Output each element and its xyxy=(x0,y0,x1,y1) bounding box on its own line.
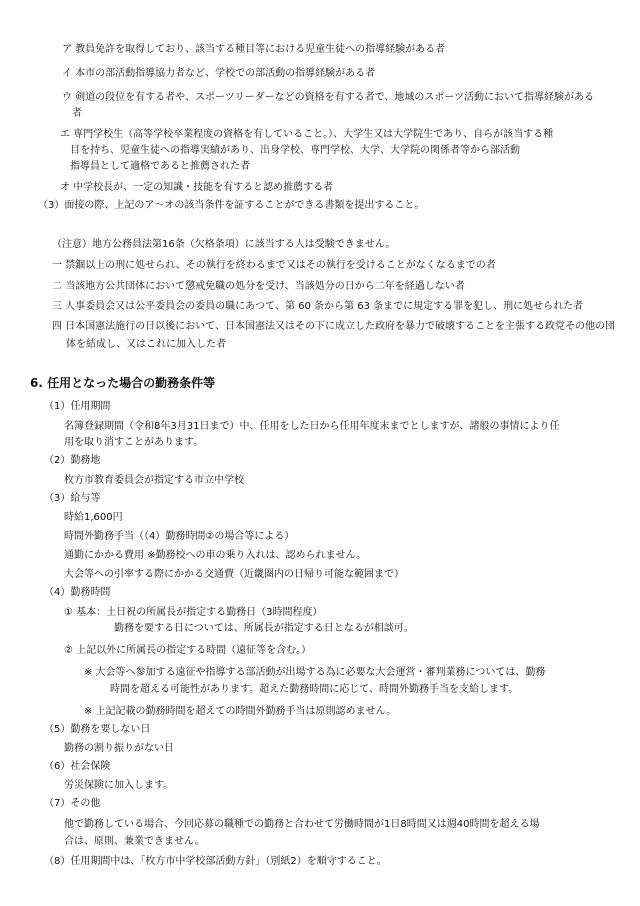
eligibility-u-line2: 者 xyxy=(72,108,82,119)
days-off-text: 勤務の割り振りがない日 xyxy=(64,743,174,754)
requirement-3: （3）面接の際、上記のア～オの該当条件を証することができる書類を提出すること。 xyxy=(38,200,425,211)
salary-heading: （3）給与等 xyxy=(44,493,101,504)
salary-overtime: 時間外勤務手当（（4）勤務時間②の場合等による） xyxy=(64,531,295,542)
notice-item-4-line2: 体を結成し、又はこれに加入した者 xyxy=(66,339,226,350)
eligibility-e-line2: 目を持ち、児童生徒への指導実績があり、出身学校、専門学校、大学、大学院の関係者等から部活動 xyxy=(70,145,520,156)
insurance-text: 労災保険に加入します。 xyxy=(64,780,174,791)
policy-compliance: （8）任用期間中は、「枚方市中学校部活動方針」（別紙2）を順守すること。 xyxy=(44,856,387,867)
location-text: 枚方市教育委員会が指定する市立中学校 xyxy=(64,475,244,486)
other-heading: （7）その他 xyxy=(44,798,101,809)
notice-item-3: 三 人事委員会又は公平委員会の委員の職にあつて、第 60 条から第 63 条までに規定する罪を犯し、刑に処せられた者 xyxy=(52,301,584,312)
notice-title: （注意）地方公務員法第16条（欠格条項）に該当する人は受験できません。 xyxy=(52,239,396,250)
salary-hourly: 時給1,600円 xyxy=(64,512,123,523)
eligibility-e-line1: エ 専門学校生（高等学校卒業程度の資格を有していること。）、大学生又は大学院生であり、自らが該当する種 xyxy=(60,129,554,140)
notice-item-4-line1: 四 日本国憲法施行の日以後において、日本国憲法又はその下に成立した政府を暴力で破壊することを主張する政党その他の団 xyxy=(52,321,615,332)
section-6-heading: 6. 任用となった場合の勤務条件等 xyxy=(30,376,216,390)
salary-travel: 大会等への引率する際にかかる交通費（近畿圏内の日帰り可能な範囲まで） xyxy=(64,569,404,580)
insurance-heading: （6）社会保険 xyxy=(44,761,111,772)
days-off-heading: （5）勤務を要しない日 xyxy=(44,724,151,735)
other-text-line2: 合は、原則、兼業できません。 xyxy=(64,836,205,847)
hours-other: ② 上記以外に所属長の指定する時間（遠征等を含む。） xyxy=(64,645,312,656)
term-text-line2: 用を取り消すことがあります。 xyxy=(64,437,204,448)
term-heading: （1）任用期間 xyxy=(44,401,111,412)
eligibility-u-line1: ウ 剣道の段位を有する者や、スポーツリーダーなどの資格を有する者で、地域のスポーツ活動において指導経験がある xyxy=(62,92,594,103)
location-heading: （2）勤務地 xyxy=(44,455,101,466)
other-text-line1: 他で勤務している場合、今回応募の職種での勤務と合わせて労働時間が1日8時間又は週40時間を超える場 xyxy=(64,819,540,830)
notice-item-2: 二 当該地方公共団体において懲戒免職の処分を受け、当該処分の日から二年を経過しない者 xyxy=(52,281,465,292)
hours-heading: （4）勤務時間 xyxy=(44,587,111,598)
notice-item-1: 一 禁錮以上の刑に処せられ、その執行を終わるまで又はその執行を受けることがなくなるまでの者 xyxy=(52,260,496,271)
hours-note1-line1: ※ 大会等へ参加する遠征や指導する部活動が出場する為に必要な大会運営・審判業務については、勤務 xyxy=(84,667,546,678)
eligibility-a: ア 教員免許を取得しており、該当する種目等における児童生徒への指導経験がある者 xyxy=(62,44,446,55)
hours-basic-line1: ① 基本：土日祝の所属長が指定する勤務日（3時間程度） xyxy=(64,607,323,618)
eligibility-i: イ 本市の部活動指導協力者など、学校での部活動の指導経験がある者 xyxy=(62,68,376,79)
term-text-line1: 名簿登録期間（令和8年3月31日まで）中、任用をした日から任用年度末までとしますが、諸般の事情により任 xyxy=(64,421,560,432)
salary-commute: 通勤にかかる費用 ※勤務校への車の乗り入れは、認められません。 xyxy=(64,550,367,561)
hours-note2: ※ 上記記載の勤務時間を超えての時間外勤務手当は原則認めません。 xyxy=(84,706,397,717)
eligibility-e-line3: 指導員として適格であると推薦された者 xyxy=(70,161,250,172)
hours-basic-line2: 勤務を要する日については、所属長が指定する日となるが相談可。 xyxy=(114,623,414,634)
eligibility-o: オ 中学校長が、一定の知識・技能を有すると認め推薦する者 xyxy=(60,182,334,193)
hours-note1-line2: 時間を超える可能性があります。超えた勤務時間に応じて、時間外勤務手当を支給します。 xyxy=(110,684,519,695)
